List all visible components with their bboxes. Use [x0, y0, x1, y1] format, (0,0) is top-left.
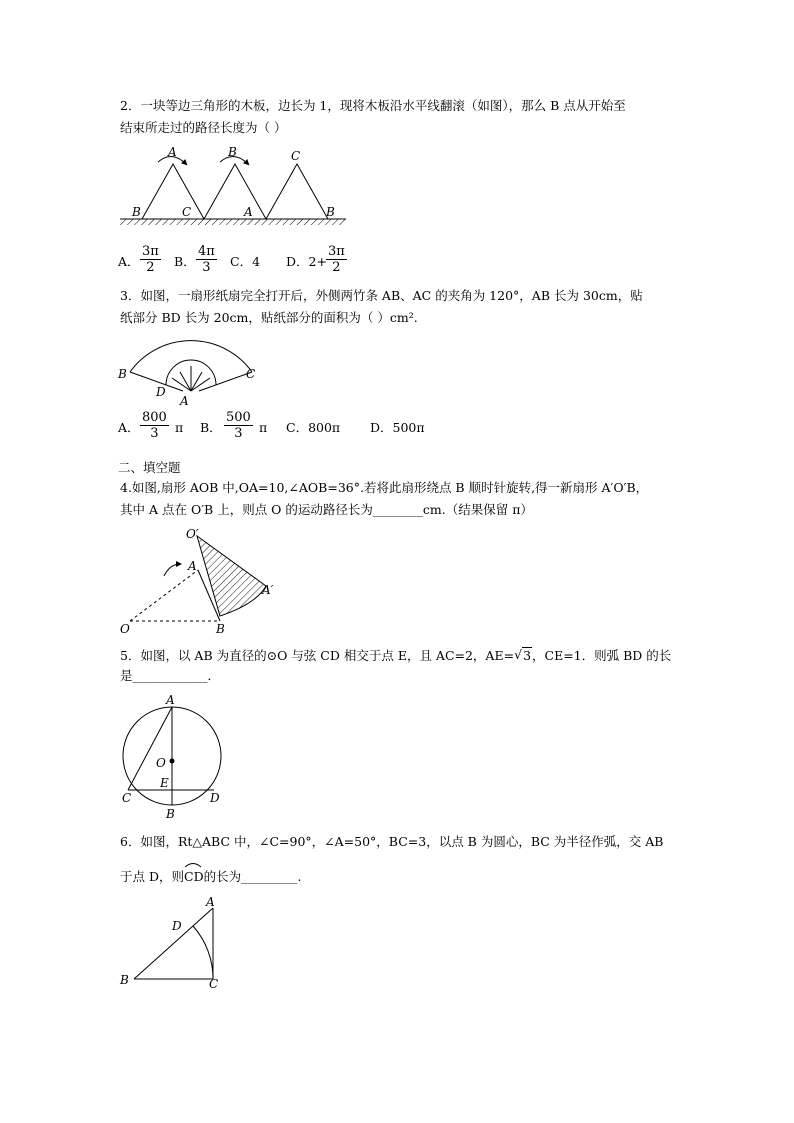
q5-line1-part1: 5．如图，以 AB 为直径的⊙O 与弦 CD 相交于点 E，且 AC=2，AE= [120, 648, 515, 663]
q3-option-d: D．500π [370, 420, 425, 435]
q4-line1: 4.如图,扇形 AOB 中,OA=10,∠AOB=36°.若将此扇形绕点 B 顺时针旋转,得一新扇形 A′O′B， [120, 480, 649, 495]
q5-label-d: D [210, 791, 220, 805]
q3-line2: 纸部分 BD 长为 20cm，贴纸部分的面积为（ ）cm². [120, 310, 418, 325]
q2-option-d-denominator: 2 [332, 260, 341, 275]
q3-option-b-numerator: 500 [226, 410, 251, 425]
q2-option-b-label: B． [174, 254, 196, 269]
q3-option-b-fraction [224, 410, 253, 441]
q6-line2 [120, 866, 301, 885]
q2-ground-hatch [120, 219, 346, 225]
q2-option-a-denominator: 2 [146, 260, 155, 275]
q6-line2-part2: 的长为_________. [203, 869, 302, 884]
q2-line1: 2．一块等边三角形的木板，边长为 1，现将木板沿水平线翻滚（如图），那么 B 点从开始至 [120, 98, 626, 113]
q4-rotation-arrow [164, 564, 180, 576]
q2-option-b-denominator: 3 [202, 260, 211, 275]
q5-label-a: A [166, 693, 175, 707]
q6-arc-cd-text: CD [184, 869, 204, 884]
q5-sqrt-value: 3 [523, 648, 532, 663]
q2-option-c: C．4 [230, 254, 261, 269]
q5-label-e: E [160, 776, 169, 790]
q2-option-a-label: A． [118, 254, 140, 269]
q2-label-b-start: B [132, 205, 141, 219]
q5-label-o: O [156, 756, 166, 770]
q3-inner-rib-4 [172, 378, 191, 391]
q2-option-b-numerator: 4π [198, 244, 215, 259]
q2-option-d-numerator: 3π [328, 244, 345, 259]
q4-label-b: B [216, 622, 225, 636]
q3-option-a-fraction [140, 410, 169, 441]
section-title: 二、填空题 [118, 460, 181, 475]
q2-option-a-numerator: 3π [142, 244, 159, 259]
q6-label-c: C [209, 977, 219, 991]
q4-label-o-prime: O′ [186, 527, 199, 541]
q2-option-b-fraction [196, 244, 217, 275]
q6-label-a: A [206, 896, 215, 909]
q2-label-a1: A [168, 145, 177, 159]
q3-option-a-pi: π [175, 420, 184, 435]
q3-option-b-denominator: 3 [234, 426, 243, 441]
q2-triangle-3 [266, 164, 328, 219]
q3-rib-ac [199, 372, 252, 391]
q6-label-d: D [172, 919, 182, 933]
q3-inner-rib-1 [180, 372, 191, 391]
q6-arc-cd [184, 866, 204, 885]
q4-rotated-sector-figure [116, 526, 286, 638]
q5-label-c: C [122, 791, 132, 805]
q6-label-b: B [120, 973, 129, 987]
q2-rolling-triangle-figure [118, 142, 350, 232]
q4-label-a: A [188, 559, 197, 573]
q3-option-b-pi: π [259, 420, 268, 435]
q3-label-a: A [180, 394, 189, 408]
q4-segment-oa-dashed [130, 570, 198, 621]
q5-sqrt-sign: √ [514, 647, 523, 662]
q3-option-c: C．800π [286, 420, 341, 435]
q5-line2: 是____________． [120, 668, 221, 683]
q4-label-a-prime: A′ [262, 583, 274, 597]
q5-center-dot [170, 759, 175, 764]
q2-option-a-fraction [140, 244, 161, 275]
q2-option-d-fraction [326, 244, 347, 275]
q5-line1 [120, 648, 671, 664]
q4-label-o: O [120, 622, 130, 636]
q6-arc-mark [184, 862, 202, 868]
q2-triangle-1 [142, 164, 204, 219]
q4-line2: 其中 A 点在 O′B 上，则点 O 的运动路径长为________cm.（结果保留 π） [120, 502, 533, 517]
q3-option-b-label: B． [200, 420, 222, 435]
q6-right-triangle-figure [116, 896, 236, 992]
q2-line2: 结束所走过的路径长度为（ ） [120, 120, 287, 135]
q3-line1: 3．如图，一扇形纸扇完全打开后，外侧两竹条 AB、AC 的夹角为 120°，AB 长为 30cm，贴 [120, 288, 643, 303]
q4-shaded-sector [197, 536, 266, 616]
q5-line1-part2: ，CE=1．则弧 BD 的长 [532, 648, 672, 663]
q2-label-c1: C [291, 149, 301, 163]
q3-folding-fan-figure [116, 328, 266, 408]
q2-label-b1: B [228, 145, 237, 159]
q2-triangle-2 [204, 164, 266, 219]
q3-option-a-numerator: 800 [142, 410, 167, 425]
q6-line1: 6．如图，Rt△ABC 中，∠C=90°，∠A=50°，BC=3，以点 B 为圆心，BC 为半径作弧，交 AB [120, 834, 664, 849]
q2-label-c-ground: C [182, 205, 192, 219]
q3-inner-rib-3 [191, 372, 202, 391]
q3-label-b: B [118, 367, 127, 381]
q5-label-b: B [166, 807, 175, 821]
q3-label-d: D [156, 385, 166, 399]
q3-option-a-label: A． [118, 420, 140, 435]
q3-label-c: C [246, 367, 256, 381]
q3-inner-rib-5 [191, 378, 210, 391]
q6-line2-part1: 于点 D，则 [120, 869, 184, 884]
q6-arc-c-to-d [193, 926, 213, 979]
q2-label-b-end: B [326, 205, 335, 219]
q3-option-a-denominator: 3 [150, 426, 159, 441]
q5-sqrt [514, 648, 532, 664]
q2-label-a-ground: A [244, 205, 253, 219]
q5-circle-figure [118, 692, 228, 822]
q2-option-d-prefix: D．2+ [286, 254, 327, 269]
